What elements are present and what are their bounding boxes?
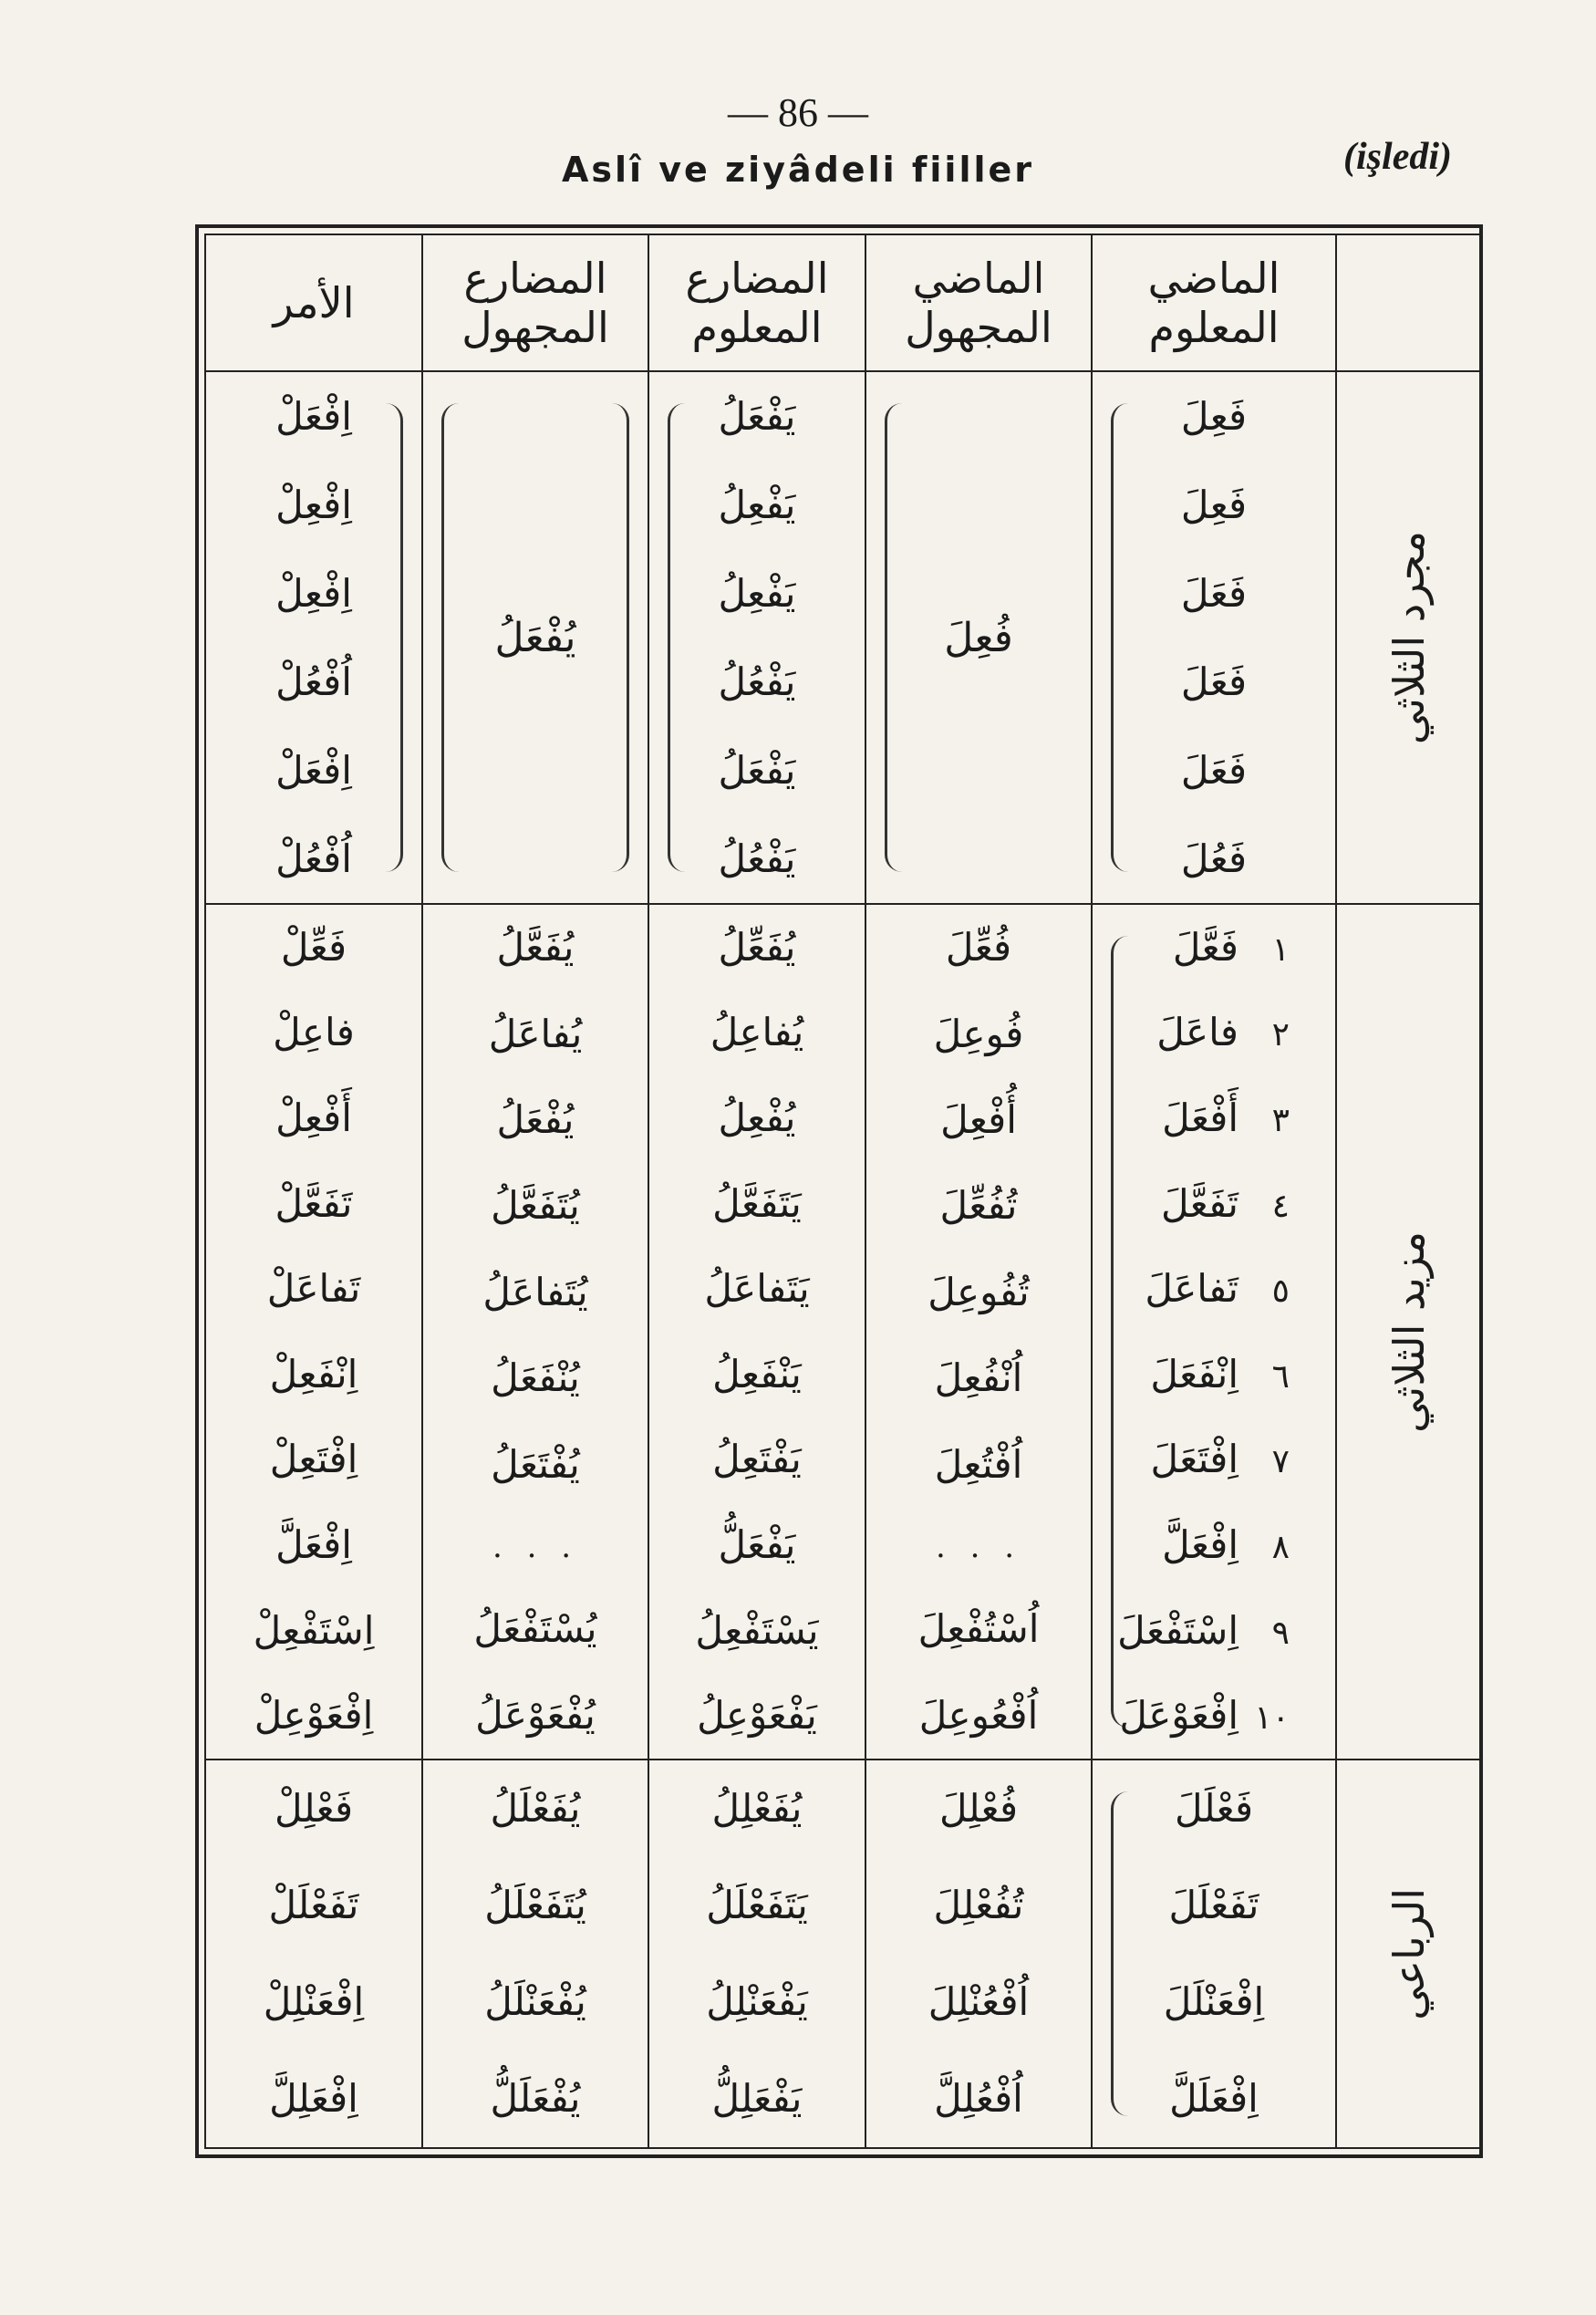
list-item: تُفُعِّلَ: [939, 1183, 1018, 1229]
group-label: مجرد الثلاثي: [1384, 530, 1434, 745]
single-form: فُعِلَ: [944, 614, 1013, 661]
list-item: اِسْتَفْعِلْ: [253, 1607, 375, 1653]
list-item: يُفْتَعَلُ: [491, 1441, 580, 1487]
list-item: فَعْلَلَ: [1174, 1786, 1254, 1831]
verb-form: اِنْفَعَلَ: [1150, 1351, 1238, 1396]
row-number: ١: [1271, 930, 1290, 969]
group-label: الرباعي: [1384, 1887, 1434, 2020]
list-item: [1093, 1437, 1335, 1482]
header-madi-majhoul: الماضي المجهول: [865, 234, 1092, 371]
verb-form: اِفْتَعَلَ: [1150, 1437, 1238, 1482]
header-row: [205, 234, 1482, 371]
header-madi-maloum: الماضي المعلوم: [1092, 234, 1336, 371]
list-item: [1093, 1010, 1335, 1055]
list-item: يَفْعَلُ: [718, 393, 796, 439]
list-item: تُفُعْلِلَ: [933, 1883, 1024, 1927]
list-item: يَتَفاعَلُ: [704, 1266, 810, 1312]
list-item: تَفَعْلَلْ: [268, 1883, 359, 1927]
list-item: يَفْعُلُ: [718, 836, 796, 881]
list-item: يُفَعِّلُ: [718, 924, 796, 970]
list-item: يَتَفَعَّلُ: [712, 1180, 802, 1226]
list-item: يُسْتَفْعَلُ: [473, 1606, 597, 1652]
row-number: ٩: [1271, 1614, 1290, 1652]
sec2-group-label: [1336, 904, 1482, 1760]
list-item: يَفْعَوْعِلُ: [697, 1693, 817, 1739]
list-item: يَفْعَنْلِلُ: [706, 1979, 808, 2024]
sec1-group-label: [1336, 371, 1482, 904]
sec1-madi-maloum: [1092, 371, 1336, 904]
list-item: [1093, 1607, 1335, 1653]
list-item: يَفْعِلُ: [718, 570, 796, 616]
list-item: تَفَعَّلْ: [275, 1180, 353, 1226]
list-item: اُفْعُوعِلَ: [918, 1692, 1039, 1738]
list-item: اِفْعَلَّ: [275, 1521, 352, 1567]
sec1-amr: [205, 371, 422, 904]
list-item: اُفْتُعِلَ: [934, 1441, 1023, 1487]
list-item: يُفْعَنْلَلُ: [484, 1979, 586, 2024]
conjugation-table-frame: [195, 224, 1483, 2158]
list-item: فَعَلَ: [1180, 747, 1248, 793]
sec1-madi-majhoul: [865, 371, 1092, 904]
sec2-madi-maloum: [1092, 904, 1336, 1760]
header-mudari-majhoul: المضارع المجهول: [422, 234, 648, 371]
list-item: اِفْعَلِلَّ: [269, 2076, 358, 2121]
sec3-madi-majhoul: [865, 1760, 1092, 2148]
list-item: فَعُلَ: [1180, 836, 1248, 881]
list-item: يُفاعِلُ: [710, 1010, 804, 1055]
row-number: ١٠: [1254, 1699, 1290, 1738]
verb-form: اِسْتَفْعَلَ: [1117, 1607, 1238, 1653]
list-item: فَعْلِلْ: [274, 1786, 354, 1831]
list-item: أُفْعِلَ: [940, 1096, 1017, 1142]
list-item: اُفْعُلْ: [275, 836, 352, 881]
list-item: يُفْعَلُ: [496, 1096, 575, 1142]
list-item: اِفْعَلْ: [275, 747, 352, 793]
row-number: ٣: [1271, 1101, 1290, 1139]
page-number: — 86 —: [728, 90, 868, 135]
sec2-mudari-maloum: [648, 904, 865, 1760]
list-item: يُفَعْلِلُ: [711, 1786, 803, 1831]
list-item: اِفْعَلَلَّ: [1169, 2076, 1259, 2121]
list-item: اِنْفَعِلْ: [269, 1351, 358, 1396]
list-item: فُوعِلَ: [933, 1011, 1024, 1056]
sec1-mudari-maloum: [648, 371, 865, 904]
list-item: فَعَلَ: [1180, 570, 1248, 616]
sec3-amr: [205, 1760, 422, 2148]
header-amr: الأمر: [205, 234, 422, 371]
page-tag: (işledi): [1343, 136, 1452, 178]
list-item: يَفْعِلُ: [718, 482, 796, 527]
row-number: ٨: [1271, 1528, 1290, 1566]
verb-form: تَفاعَلَ: [1145, 1266, 1238, 1312]
list-item: فُعْلِلَ: [938, 1786, 1019, 1831]
page-title: Aslî ve ziyâdeli fiiller: [561, 150, 1035, 190]
list-item: [1093, 924, 1335, 970]
sec3-madi-maloum: [1092, 1760, 1336, 2148]
sec3-group-label: [1336, 1760, 1482, 2148]
list-item: يُنْفَعَلُ: [491, 1355, 580, 1401]
list-item: اُسْتُفْعِلَ: [917, 1606, 1040, 1652]
list-item: [1093, 1521, 1335, 1567]
list-item: فَعِلَ: [1180, 482, 1248, 527]
list-item: أَفْعِلْ: [275, 1095, 352, 1140]
list-item: اُفْعُنْلِلَ: [928, 1979, 1030, 2024]
list-item: تَفَعْلَلَ: [1168, 1883, 1259, 1927]
list-item: يَتَفَعْلَلُ: [706, 1883, 808, 1927]
list-item: فَعَلَ: [1180, 659, 1248, 704]
list-item: تُفُوعِلَ: [928, 1269, 1030, 1314]
row-number: ٧: [1271, 1443, 1290, 1481]
list-item: يَفْتَعِلُ: [712, 1437, 802, 1482]
list-item: يُفاعَلُ: [488, 1011, 583, 1056]
list-item: اِفْعَنْلَلَ: [1163, 1979, 1265, 2024]
row-number: ٥: [1271, 1272, 1290, 1311]
verb-form: اِفْعَوْعَلَ: [1119, 1693, 1238, 1739]
list-item: [1093, 1693, 1335, 1739]
list-item: [1093, 1266, 1335, 1312]
header-mudari-maloum: المضارع المعلوم: [648, 234, 865, 371]
list-item: اُفْعُلْ: [275, 659, 352, 704]
list-item: فَعِلَ: [1180, 393, 1248, 439]
verb-form: فاعَلَ: [1156, 1010, 1238, 1055]
list-item: يُفَعَّلُ: [496, 925, 575, 971]
list-item: اِفْعَوْعِلْ: [254, 1693, 374, 1739]
sec3-mudari-maloum: [648, 1760, 865, 2148]
row-number: ٦: [1271, 1357, 1290, 1396]
verb-form: اِفْعَلَّ: [1162, 1521, 1238, 1567]
list-item: يَفْعُلُ: [718, 659, 796, 704]
list-item: يَفْعَلُّ: [718, 1521, 796, 1567]
list-item: [1093, 1351, 1335, 1396]
sec2-amr: [205, 904, 422, 1760]
list-item: اُنْفُعِلَ: [934, 1355, 1023, 1401]
list-item: اِفْعَلْ: [275, 393, 352, 439]
sec2-madi-majhoul: [865, 904, 1092, 1760]
sec3-mudari-majhoul: [422, 1760, 648, 2148]
list-item: يُفْعَوْعَلُ: [475, 1692, 596, 1738]
header-group-blank: [1336, 234, 1482, 371]
list-item: اِفْعَنْلِلْ: [263, 1979, 365, 2024]
list-item: اِفْتَعِلْ: [269, 1437, 358, 1482]
list-item: فَعِّلْ: [280, 924, 347, 970]
list-item: يُتَفَعْلَلُ: [484, 1883, 586, 1927]
list-item: يُفَعْلَلُ: [490, 1786, 581, 1831]
section-rubai: [205, 1760, 1482, 2148]
list-item: يُتَفاعَلُ: [482, 1269, 588, 1314]
row-number: ٢: [1271, 1016, 1290, 1054]
list-item: . . .: [935, 1528, 1022, 1565]
list-item: يَفْعَلِلُّ: [711, 2076, 803, 2121]
group-label: مزيد الثلاثي: [1384, 1230, 1434, 1433]
conjugation-table: [204, 234, 1483, 2149]
list-item: . . .: [492, 1528, 579, 1565]
verb-form: أَفْعَلَ: [1162, 1095, 1238, 1140]
list-item: [1093, 1180, 1335, 1226]
sec2-mudari-majhoul: [422, 904, 648, 1760]
list-item: فاعِلْ: [273, 1010, 355, 1055]
list-item: يَفْعَلُ: [718, 747, 796, 793]
list-item: اُفْعُلِلَّ: [934, 2076, 1023, 2121]
list-item: يُتَفَعَّلُ: [491, 1183, 580, 1229]
list-item: تَفاعَلْ: [266, 1266, 361, 1312]
list-item: يُفْعَلَلُّ: [490, 2076, 581, 2121]
verb-form: تَفَعَّلَ: [1160, 1180, 1238, 1226]
list-item: يَنْفَعِلُ: [712, 1351, 802, 1396]
list-item: اِفْعِلْ: [275, 570, 352, 616]
single-form: يُفْعَلُ: [494, 614, 576, 661]
list-item: يَسْتَفْعِلُ: [695, 1607, 819, 1653]
section-mazid-thulathi: [205, 904, 1482, 1760]
list-item: [1093, 1095, 1335, 1140]
section-thulathi-mujarrad: [205, 371, 1482, 904]
row-number: ٤: [1271, 1187, 1290, 1225]
list-item: فُعِّلَ: [945, 925, 1012, 971]
list-item: اِفْعِلْ: [275, 482, 352, 527]
sec1-mudari-majhoul: [422, 371, 648, 904]
list-item: يُفْعِلُ: [718, 1095, 796, 1140]
verb-form: فَعَّلَ: [1172, 924, 1238, 970]
